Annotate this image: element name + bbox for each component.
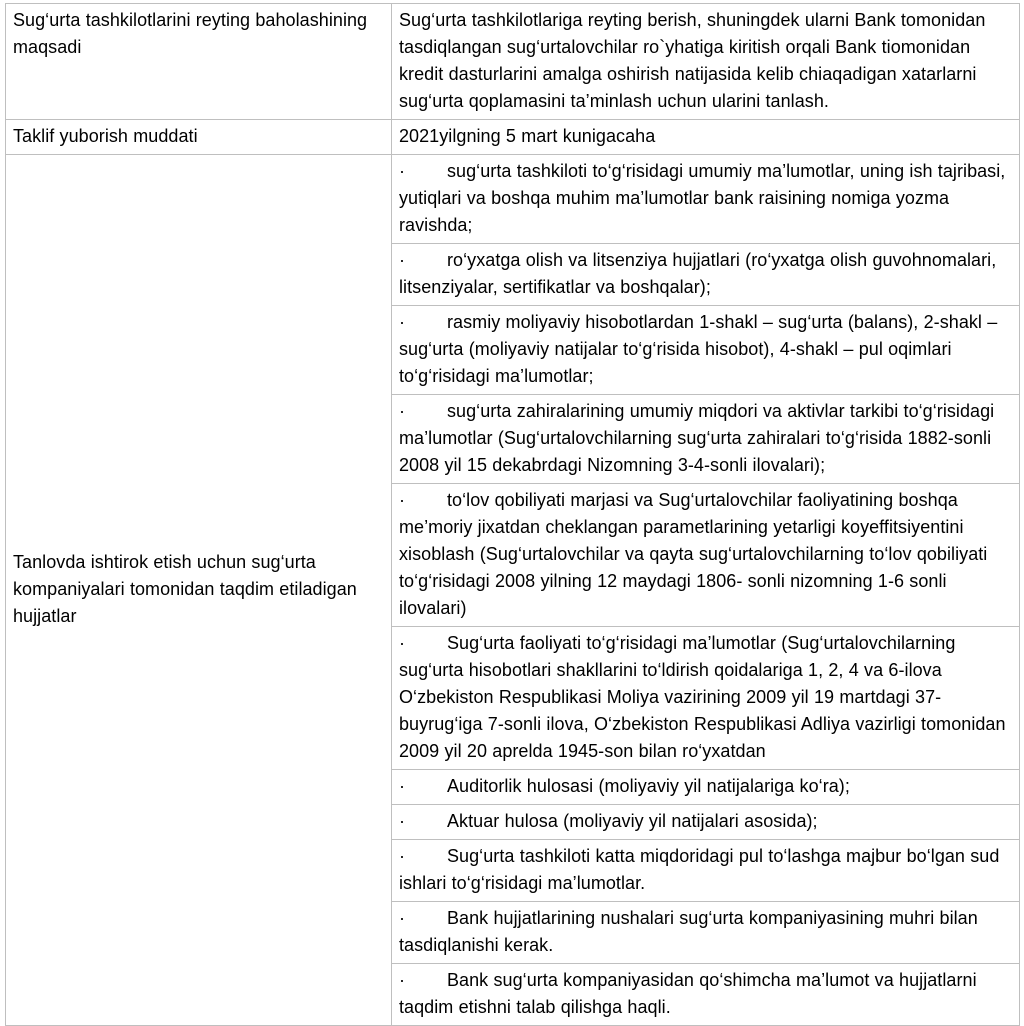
- bullet-paragraph: [399, 630, 1013, 765]
- bullet-dot-icon: ·: [399, 250, 406, 270]
- bullet-text: Sug‘urta tashkiloti katta miqdoridagi pul to‘lashga majbur bo‘lgan sud ishlari to‘g‘risidagi ma’lumotlar.: [399, 846, 1000, 893]
- bullet-dot-icon: ·: [399, 633, 406, 653]
- bullet-paragraph: [399, 905, 1013, 959]
- table-body: [6, 4, 1020, 1026]
- row-value-document-item: [392, 964, 1020, 1026]
- bullet-text: sug‘urta tashkiloti to‘g‘risidagi umumiy ma’lumotlar, uning ish tajribasi, yutiqlari va boshqa muhim ma’lumotlar bank raisining nomiga yozma ravishda;: [399, 161, 1006, 235]
- row-value-purpose: Sug‘urta tashkilotlariga reyting berish, shuningdek ularni Bank tomonidan tasdiqlangan sug‘urtalovchilar ro`yhatiga kiritish orqali Bank tiomonidan kredit dasturlarini amalga oshirish natijasida kelib chiaqadigan xatarlarni sug‘urta qoplamasini ta’minlash uchun ularini tanlash.: [392, 4, 1020, 120]
- bullet-paragraph: [399, 247, 1013, 301]
- bullet-dot-icon: ·: [399, 970, 406, 990]
- bullet-paragraph: [399, 808, 1013, 835]
- bullet-dot-icon: ·: [399, 908, 406, 928]
- row-value-document-item: [392, 484, 1020, 627]
- bullet-text: to‘lov qobiliyati marjasi va Sug‘urtalovchilar faoliyatining boshqa me’moriy jixatdan cheklangan parametlarining yetarligi koyeffitsiyentini xisoblash (Sug‘urtalovchilar va qayta sug‘urtalovchilarning to‘lov qobiliyati to‘g‘risidagi 2008 yilning 12 maydagi 1806- sonli nizomning 1-6 sonli ilovalari): [399, 490, 988, 618]
- bullet-text: Bank sug‘urta kompaniyasidan qo‘shimcha ma’lumot va hujjatlarni taqdim etishni talab qilishga haqli.: [399, 970, 977, 1017]
- document-table: [5, 3, 1020, 1026]
- row-value-document-item: [392, 840, 1020, 902]
- row-value-document-item: [392, 395, 1020, 484]
- bullet-paragraph: [399, 309, 1013, 390]
- bullet-text: rasmiy moliyaviy hisobotlardan 1-shakl – sug‘urta (balans), 2-shakl – sug‘urta (moliyaviy natijalar to‘g‘risida hisobot), 4-shakl – pul oqimlari to‘g‘risidagi ma’lumotlar;: [399, 312, 998, 386]
- bullet-paragraph: [399, 967, 1013, 1021]
- bullet-text: Bank hujjatlarining nushalari sug‘urta kompaniyasining muhri bilan tasdiqlanishi kerak.: [399, 908, 978, 955]
- bullet-paragraph: [399, 843, 1013, 897]
- row-value-deadline: 2021yilgning 5 mart kunigacaha: [392, 120, 1020, 155]
- row-value-document-item: [392, 155, 1020, 244]
- bullet-paragraph: [399, 487, 1013, 622]
- bullet-text: Aktuar hulosa (moliyaviy yil natijalari asosida);: [447, 811, 818, 831]
- bullet-text: ro‘yxatga olish va litsenziya hujjatlari (ro‘yxatga olish guvohnomalari, litsenziyalar, sertifikatlar va boshqalar);: [399, 250, 997, 297]
- row-value-document-item: [392, 902, 1020, 964]
- bullet-dot-icon: ·: [399, 811, 406, 831]
- bullet-dot-icon: ·: [399, 161, 406, 181]
- row-value-document-item: [392, 306, 1020, 395]
- bullet-text: Auditorlik hulosasi (moliyaviy yil natijalariga ko‘ra);: [447, 776, 850, 796]
- row-value-document-item: [392, 805, 1020, 840]
- row-label-documents: Tanlovda ishtirok etish uchun sug‘urta kompaniyalari tomonidan taqdim etiladigan hujjatlar: [6, 155, 392, 1026]
- table-row: [6, 120, 1020, 155]
- row-label-deadline: Taklif yuborish muddati: [6, 120, 392, 155]
- bullet-dot-icon: ·: [399, 846, 406, 866]
- bullet-text: sug‘urta zahiralarining umumiy miqdori va aktivlar tarkibi to‘g‘risidagi ma’lumotlar (Sug‘urtalovchilarning sug‘urta zahiralari to‘g‘risida 1882-sonli 2008 yil 15 dekabrdagi Nizomning 3-4-sonli ilovalari);: [399, 401, 995, 475]
- table-row: [6, 155, 1020, 244]
- bullet-text: Sug‘urta faoliyati to‘g‘risidagi ma’lumotlar (Sug‘urtalovchilarning sug‘urta hisobotlari shakllarini to‘ldirish qoidalariga 1, 2, 4 va 6-ilova O‘zbekiston Respublikasi Moliya vazirining 2009 yil 19 martdagi 37-buyrug‘iga 7-sonli ilova, O‘zbekiston Respublikasi Adliya vazirligi tomonidan 2009 yil 20 aprelda 1945-son bilan ro‘yxatdan: [399, 633, 1006, 761]
- bullet-dot-icon: ·: [399, 776, 406, 796]
- bullet-paragraph: [399, 158, 1013, 239]
- bullet-dot-icon: ·: [399, 312, 406, 332]
- row-label-purpose: Sug‘urta tashkilotlarini reyting baholashining maqsadi: [6, 4, 392, 120]
- row-value-document-item: [392, 627, 1020, 770]
- bullet-paragraph: [399, 398, 1013, 479]
- row-value-document-item: [392, 244, 1020, 306]
- bullet-paragraph: [399, 773, 1013, 800]
- row-value-document-item: [392, 770, 1020, 805]
- bullet-dot-icon: ·: [399, 490, 406, 510]
- bullet-dot-icon: ·: [399, 401, 406, 421]
- table-row: [6, 4, 1020, 120]
